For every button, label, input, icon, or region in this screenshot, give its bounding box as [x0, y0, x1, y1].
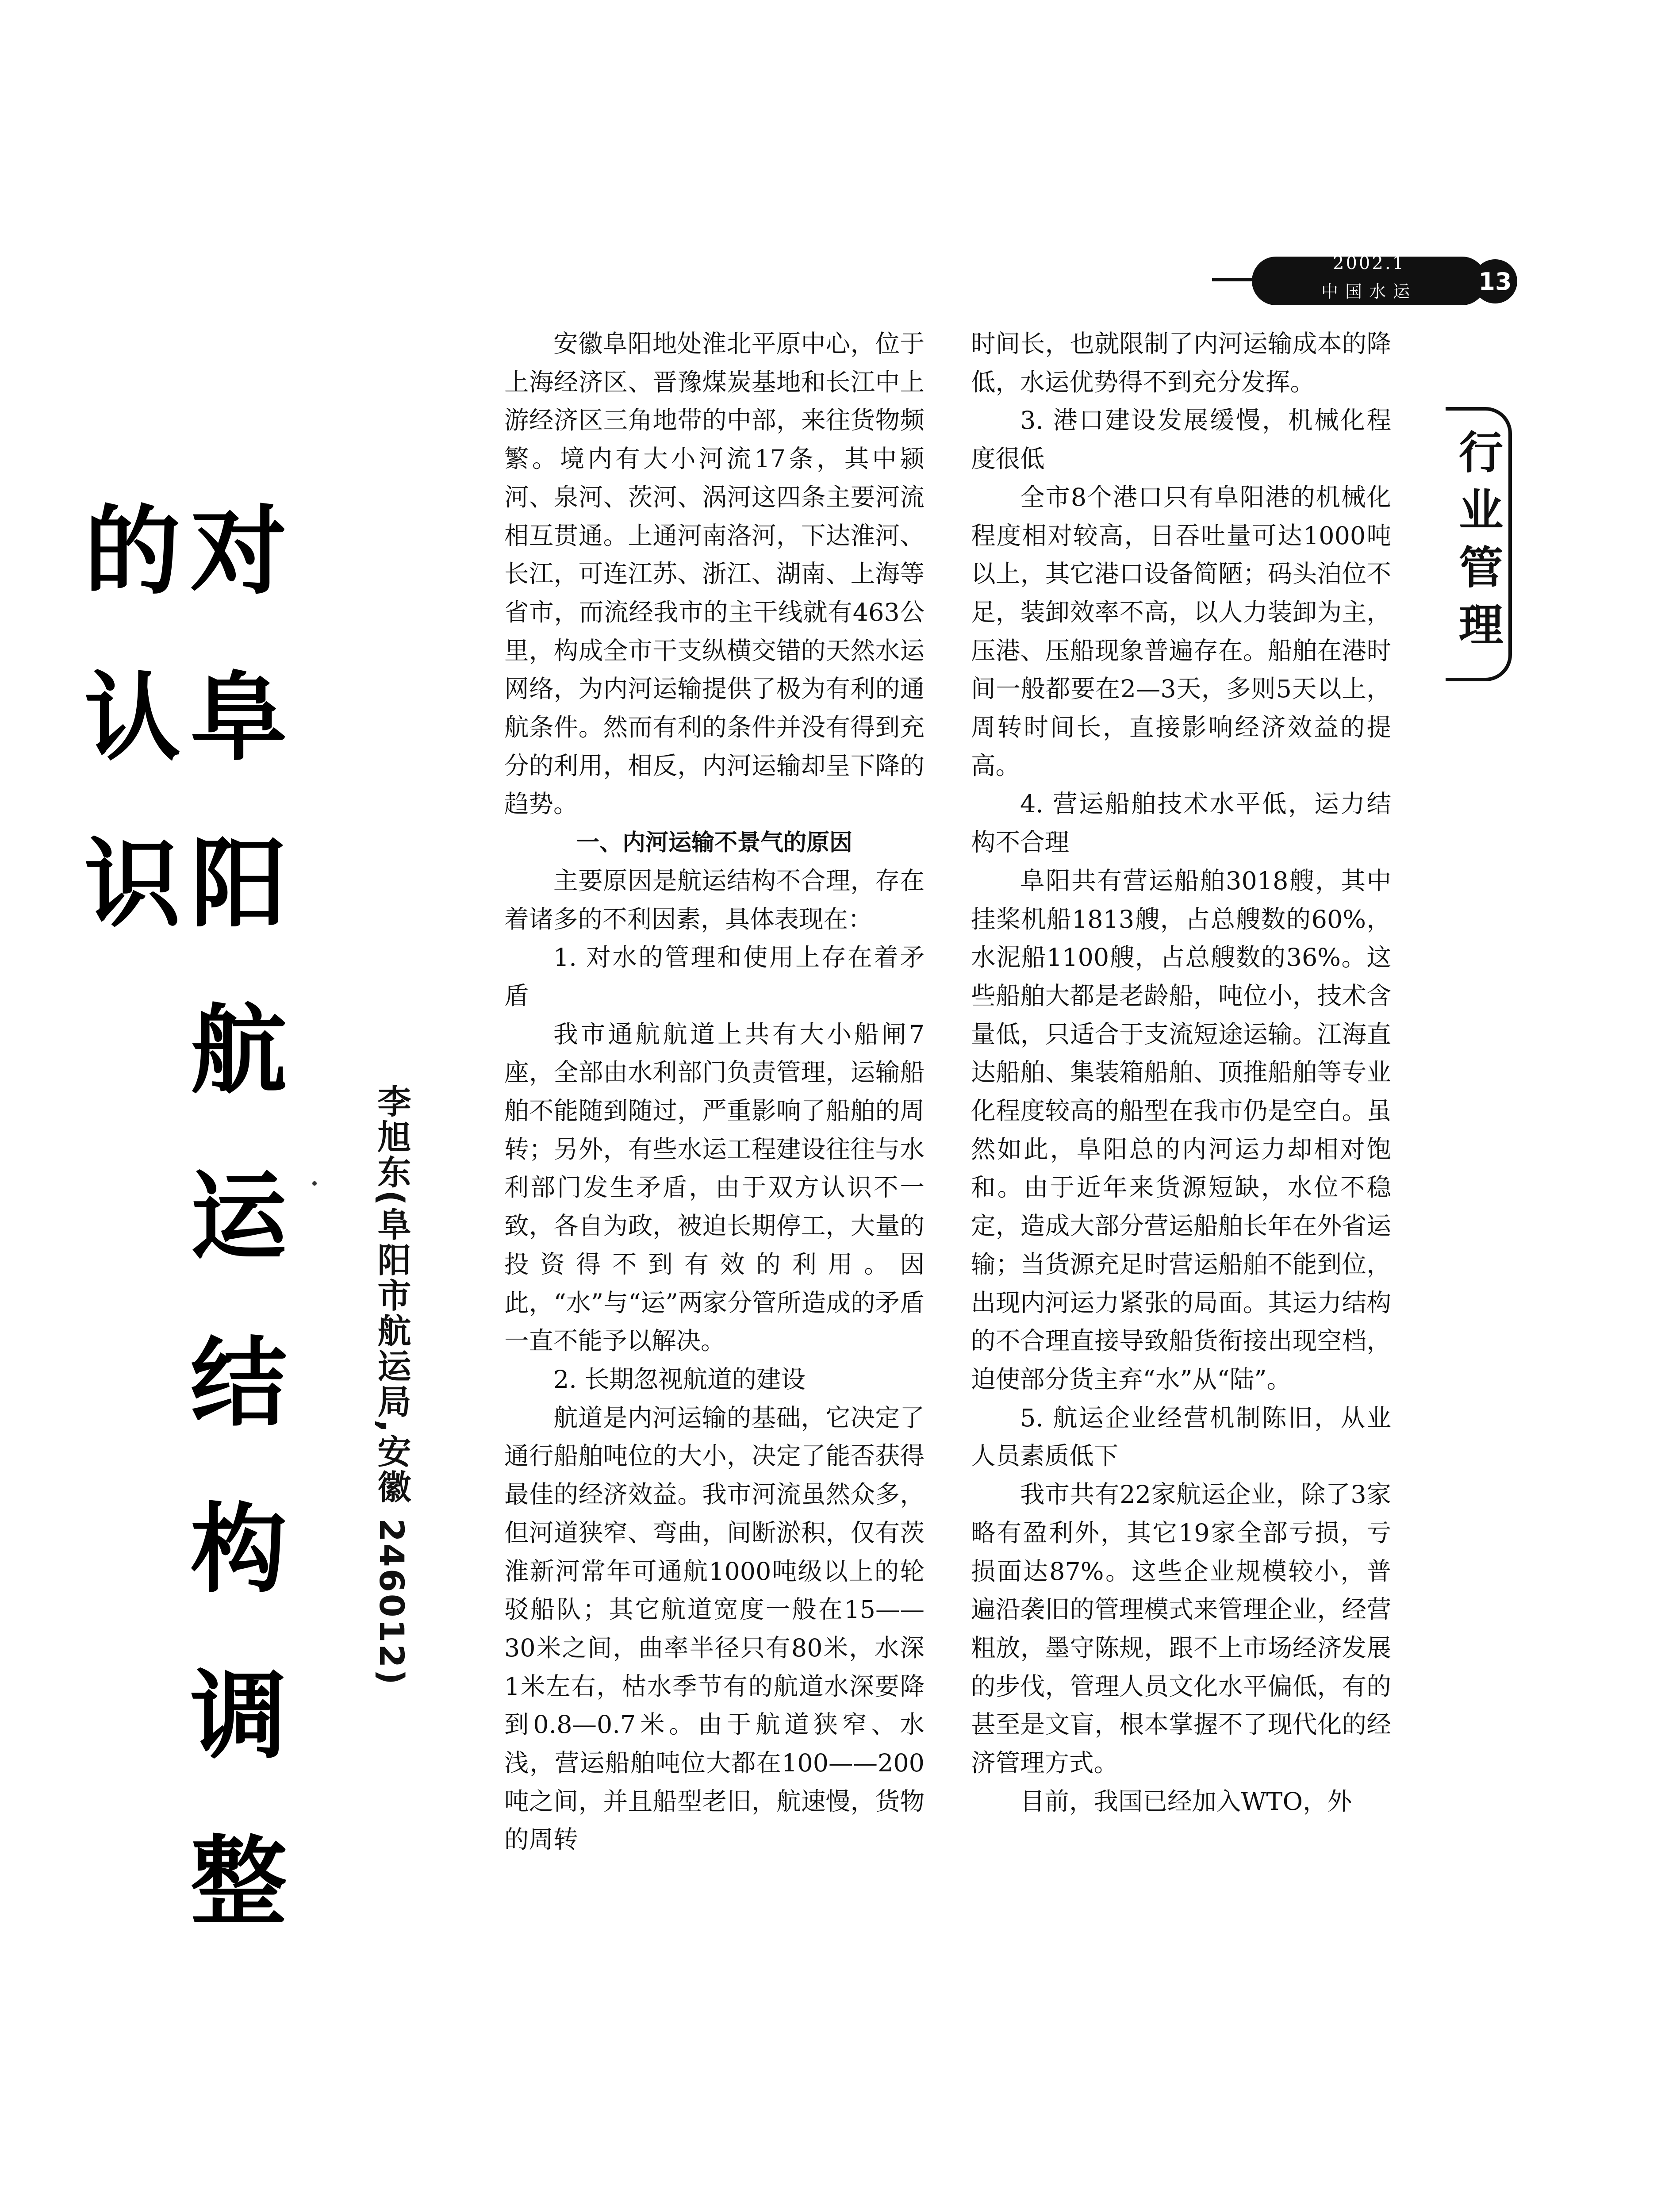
paragraph: 我市共有22家航运企业，除了3家略有盈利外，其它19家全部亏损，亏损面达87%。这些企业规模较小，普遍沿袭旧的管理模式来管理企业，经营粗放，墨守陈规，跟不上市场经济发展的步伐，管理人员文化水平偏低，有的甚至是文盲，根本掌握不了现代化的经济管理方式。: [971, 1480, 1391, 1778]
page-number: 13: [1473, 259, 1517, 303]
subheading: 2. 长期忽视航道的建设: [553, 1365, 806, 1394]
body-column-1: [504, 325, 925, 2148]
issue-number: 2002.1: [1333, 253, 1405, 273]
subheading: 1. 对水的管理和使用上存在着矛盾: [504, 943, 925, 1010]
section-tab: [1446, 407, 1512, 681]
section-label: 行业管理: [1445, 429, 1509, 659]
subheading: 4. 营运船舶技术水平低，运力结构不合理: [971, 790, 1391, 857]
paragraph: 阜阳共有营运船舶3018艘，其中挂桨机船1813艘，占总艘数的60%，水泥船1100艘，占总艘数的36%。这些船舶大都是老龄船，吨位小，技术含量低，只适合于支流短途运输。江海直达船舶、集装箱船舶、顶推船舶等专业化程度较高的船型在我市仍是空白。虽然如此，阜阳总的内河运力却相对饱和。由于近年来货源短缺，水位不稳定，造成大部分营运船舶长年在外省运输；当货源充足时营运船舶不能到位，出现内河运力紧张的局面。其运力结构的不合理直接导致船货衔接出现空档，迫使部分货主弃“水”从“陆”。: [971, 866, 1391, 1394]
journal-name: 中国水运: [1321, 282, 1417, 301]
subheading: 5. 航运企业经营机制陈旧，从业人员素质低下: [971, 1403, 1391, 1471]
paragraph: 全市8个港口只有阜阳港的机械化程度相对较高，日吞吐量可达1000吨以上，其它港口设备简陋；码头泊位不足，装卸效率不高，以人力装卸为主，压港、压船现象普遍存在。船舶在港时间一般都要在2—3天，多则5天以上，周转时间长，直接影响经济效益的提高。: [971, 483, 1391, 780]
running-header: [1212, 248, 1522, 314]
article-author: 李旭东(阜阳市航运局,安徽 246012): [372, 1084, 411, 1687]
paragraph: 我市通航航道上共有大小船闸7座，全部由水利部门负责管理，运输船舶不能随到随过，严重影响了船舶的周转；另外，有些水运工程建设往往与水利部门发生矛盾，由于双方认识不一致，各自为政，被迫长期停工，大量的投资得不到有效的利用。因此，“水”与“运”两家分管所造成的矛盾一直不能予以解决。: [504, 1020, 925, 1356]
paragraph: 时间长，也就限制了内河运输成本的降低，水运优势得不到充分发挥。: [971, 330, 1391, 397]
paragraph: 主要原因是航运结构不合理，存在着诸多的不利因素，具体表现在：: [504, 866, 925, 934]
subheading: 3. 港口建设发展缓慢，机械化程度很低: [971, 406, 1391, 474]
article-title: 对阜阳航运结构调整的认识: [68, 500, 286, 1997]
section-heading: 一、内河运输不景气的原因: [576, 830, 852, 856]
paragraph: 目前，我国已经加入WTO，外: [1020, 1787, 1352, 1816]
paragraph: 航道是内河运输的基础，它决定了通行船舶吨位的大小，决定了能否获得最佳的经济效益。我市河流虽然众多，但河道狭窄、弯曲，间断淤积，仅有茨淮新河常年可通航1000吨级以上的轮驳船队；其它航道宽度一般在15——30米之间，曲率半径只有80米，水深1米左右，枯水季节有的航道水深要降到0.8—0.7米。由于航道狭窄、水浅，营运船舶吨位大都在100——200吨之间，并且船型老旧，航速慢，货物的周转: [504, 1403, 925, 1855]
body-column-2: [971, 325, 1391, 2148]
print-speck: [312, 1181, 317, 1186]
paragraph: 安徽阜阳地处淮北平原中心，位于上海经济区、晋豫煤炭基地和长江中上游经济区三角地带的中部，来往货物频繁。境内有大小河流17条，其中颍河、泉河、茨河、涡河这四条主要河流相互贯通。上通河南洛河，下达淮河、长江，可连江苏、浙江、湖南、上海等省市，而流经我市的主干线就有463公里，构成全市干支纵横交错的天然水运网络，为内河运输提供了极为有利的通航条件。然而有利的条件并没有得到充分的利用，相反，内河运输却呈下降的趋势。: [504, 330, 925, 819]
